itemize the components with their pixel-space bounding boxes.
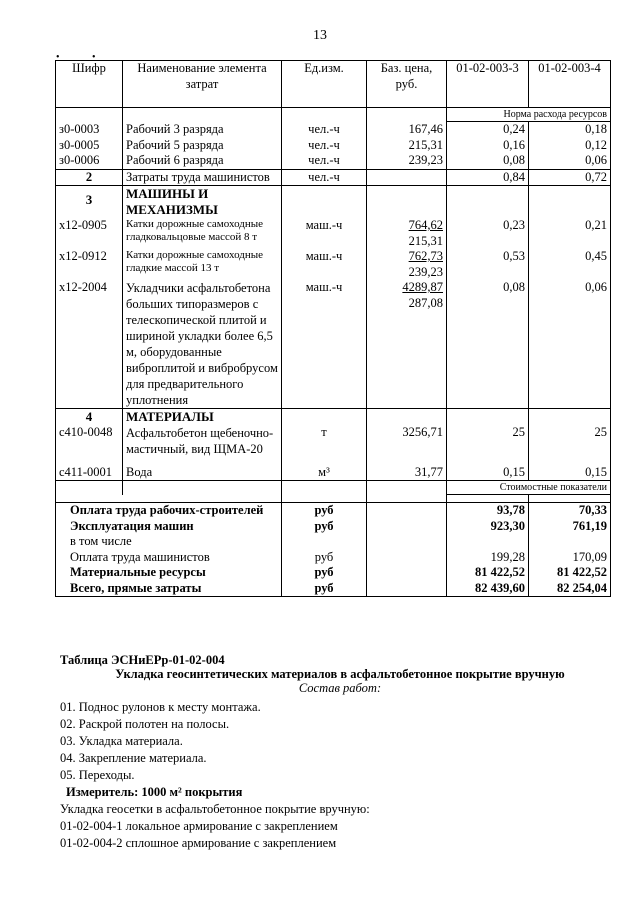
- resource-table: [55, 60, 611, 597]
- step: 01. Поднос рулонов к месту монтажа.: [60, 700, 261, 714]
- table-row: с410-0048 Асфальтобетон щебеночно-мастичный, вид ЩМА-20 т 3256,71 25 25: [56, 425, 611, 457]
- step: 02. Раскрой полотен на полосы.: [60, 717, 230, 731]
- header-col1: 01-02-003-3: [447, 61, 529, 108]
- header-price: Баз. цена, руб.: [367, 61, 447, 108]
- norm-label: Норма расхода ресурсов: [447, 108, 611, 122]
- table-header: [56, 61, 611, 108]
- page-number: 13: [313, 28, 327, 43]
- step: 03. Укладка материала.: [60, 734, 183, 748]
- norm-label-row: [56, 108, 611, 122]
- spacer-row: [56, 495, 611, 503]
- total-row: Материальные ресурсы руб 81 422,52 81 422,52: [56, 565, 611, 581]
- table-row: с411-0001 Вода м³ 31,77 0,15 0,15: [56, 457, 611, 481]
- machines-section-row: 3 МАШИНЫ И МЕХАНИЗМЫ: [56, 186, 611, 219]
- materials-section-row: 4 МАТЕРИАЛЫ: [56, 409, 611, 425]
- description-line: 01-02-004-2 сплошное армирование с закреплением: [60, 836, 337, 850]
- header-col2: 01-02-003-4: [529, 61, 611, 108]
- table-row: х12-0912 Катки дорожные самоходные гладкие массой 13 т маш.-ч 762,73 239,23 0,53 0,45: [56, 249, 611, 280]
- machinists-row: 2 Затраты труда машинистов чел.-ч 0,84 0,72: [56, 169, 611, 186]
- scan-dot: •: [92, 52, 96, 63]
- step: 05. Переходы.: [60, 768, 135, 782]
- header-unit: Ед.изм.: [282, 61, 367, 108]
- table-row: з0-0006 Рабочий 6 разряда чел.-ч 239,23 0,08 0,06: [56, 153, 611, 169]
- cost-label-row: [56, 481, 611, 495]
- step: 04. Закрепление материала.: [60, 751, 207, 765]
- header-code: Шифр: [56, 61, 123, 108]
- header-name: Наименование элемента затрат: [123, 61, 282, 108]
- description-line: Укладка геосетки в асфальтобетонное покрытие вручную:: [60, 802, 370, 816]
- meter: Измеритель: 1000 м² покрытия: [66, 785, 243, 799]
- cost-label: Стоимостные показатели: [447, 481, 611, 495]
- description-line: 01-02-004-1 локальное армирование с закреплением: [60, 819, 338, 833]
- section-title: Укладка геосинтетических материалов в асфальтобетонное покрытие вручную: [115, 667, 565, 681]
- table-row: х12-0905 Катки дорожные самоходные гладковальцовые массой 8 т маш.-ч 764,62 215,31 0,23 0,21: [56, 218, 611, 249]
- table-label: Таблица ЭСНиЕРр-01-02-004: [60, 653, 225, 667]
- section-block: [60, 652, 620, 852]
- total-row: Эксплуатация машин руб 923,30 761,19: [56, 519, 611, 535]
- total-row: Оплата труда машинистов руб 199,28 170,09: [56, 550, 611, 566]
- section-subtitle: Состав работ:: [298, 681, 382, 695]
- table-row: з0-0005 Рабочий 5 разряда чел.-ч 215,31 0,16 0,12: [56, 138, 611, 154]
- total-row: Всего, прямые затраты руб 82 439,60 82 254,04: [56, 581, 611, 597]
- scan-dot: •: [56, 52, 60, 63]
- table-row: х12-2004 Укладчики асфальтобетона больших типоразмеров с телескопической плитой и шириной укладки более 6,5 м, оборудованные виброплитой и вибробрусом для предварительного уплотнения маш.-ч 4289,87 287,08 0,08 0,06: [56, 280, 611, 409]
- total-row: в том числе: [56, 534, 611, 550]
- table-row: з0-0003 Рабочий 3 разряда чел.-ч 167,46 0,24 0,18: [56, 122, 611, 138]
- total-row: Оплата труда рабочих-строителей руб 93,78 70,33: [56, 503, 611, 519]
